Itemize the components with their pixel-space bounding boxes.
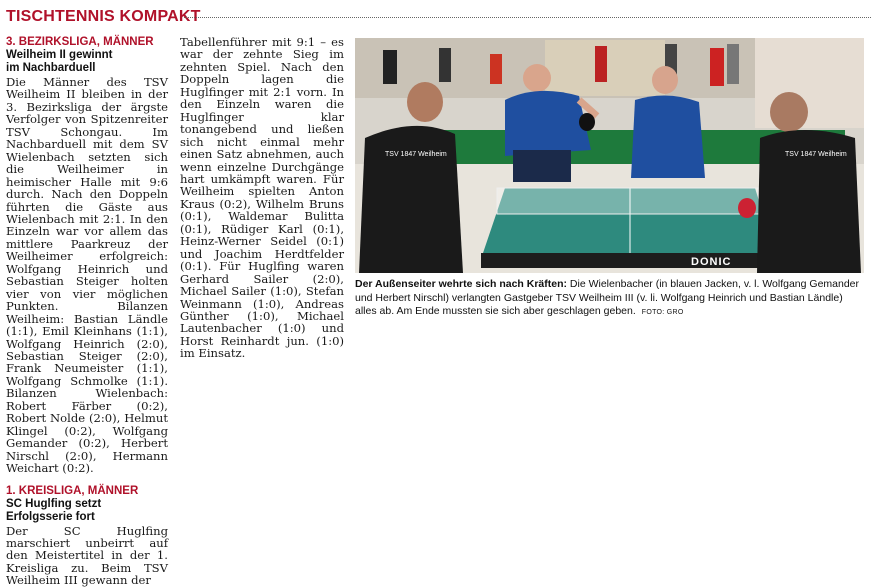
article1-headline-line1: Weilheim II gewinnt xyxy=(6,49,113,61)
section-header xyxy=(6,6,871,28)
article2-rubric: 1. KREISLIGA, MÄNNER xyxy=(6,484,139,497)
article2-body-part1: Der SC Huglfing marschiert unbeirrt auf den Meistertitel in der 1. Kreisliga zu. Beim TSV Weilheim III gewann der xyxy=(6,523,168,587)
article2-headline-line2: Erfolgsserie fort xyxy=(6,510,95,523)
section-divider xyxy=(184,17,871,18)
article2-headline xyxy=(6,498,168,524)
caption-lead: Der Außenseiter wehrte sich nach Kräften: xyxy=(355,278,567,290)
article1-body: Die Männer des TSV Weilheim II bleiben in der 3. Bezirksliga der ärgste Verfolger von Spitzenreiter TSV Schongau. Im Nachbarduell mit dem SV Wielenbach setzten sich die Weilheimer in heimischer Halle mit 9:6 durch. Nach den Doppeln führten die Gäste aus Wielenbach mit 2:1. In den Einzeln war vor allem das mittlere Paarkreuz der Weilheimer erfolgreich: Wolfgang Heinrich und Sebastian Steiger holten vier von vier möglichen Punkten. Bilanzen Weilheim: Bastian Ländle (1:1), Emil Kleinhans (1:1), Wolfgang Heinrich (2:0), Sebastian Steiger (2:0), Frank Neumeister (1:1), Wolfgang Schmolke (1:1). Bilanzen Wielenbach: Robert Färber (0:2), Robert Nolde (2:0), Helmut Klingel (0:2), Wolfgang Gemander (0:2), Herbert Nirschl (2:0), Hermann Weichart (0:2). xyxy=(6,75,168,476)
table-brand-text: DONIC xyxy=(691,256,732,268)
article1-headline xyxy=(6,49,168,75)
article1-rubric: 3. BEZIRKSLIGA, MÄNNER xyxy=(6,36,154,48)
column-1 xyxy=(6,36,168,587)
match-photo xyxy=(355,38,864,273)
photo-credit: FOTO: GRO xyxy=(641,309,684,317)
article2-body-part2: Tabellenführer mit 9:1 – es war der zehnte Sieg im zehnten Spiel. Nach den Doppeln lagen die Huglfinger mit 2:1 vorn. In den Einzeln waren die Huglfinger klar tonangebend und ließen sich nicht einmal mehr einen Satz abnehmen, auch wenn einzelne Durchgänge hart umkämpft waren. Für Weilheim spielten Anton Kraus (0:2), Wilhelm Bruns (0:1), Waldemar Bulitta (0:1), Rüdiger Karl (0:1), Heinz-Werner Seidel (0:1) und Joachim Herdtfelder (0:1). Für Huglfing waren Gerhard Sailer (2:0), Michael Sailer (1:0), Stefan Weinmann (1:0), Andreas Günther (1:0), Michael Lautenbacher (1:0) und Horst Reinhardt jun. (1:0) im Einsatz. xyxy=(180,35,344,361)
article2-headline-line1: SC Huglfing setzt xyxy=(6,497,102,510)
photo-caption xyxy=(355,278,864,320)
article1-headline-line2: im Nachbarduell xyxy=(6,62,96,74)
photo-illustration xyxy=(355,38,864,273)
section-title: TISCHTENNIS KOMPAKT xyxy=(6,8,201,25)
shirt-text-right: TSV 1847 Weilheim xyxy=(785,151,847,158)
caption-text: Die Wielenbacher (in blauen Jacken, v. l. Wolfgang Gemander und Herbert Nirschl) verlangten Gastgeber TSV Weilheim III (v. li. Wolfgang Heinrich und Bastian Ländle) alles ab. Am Ende mussten sie sich aber geschlagen geben. xyxy=(355,278,860,318)
column-2 xyxy=(180,36,344,360)
shirt-text-left: TSV 1847 Weilheim xyxy=(385,151,447,158)
